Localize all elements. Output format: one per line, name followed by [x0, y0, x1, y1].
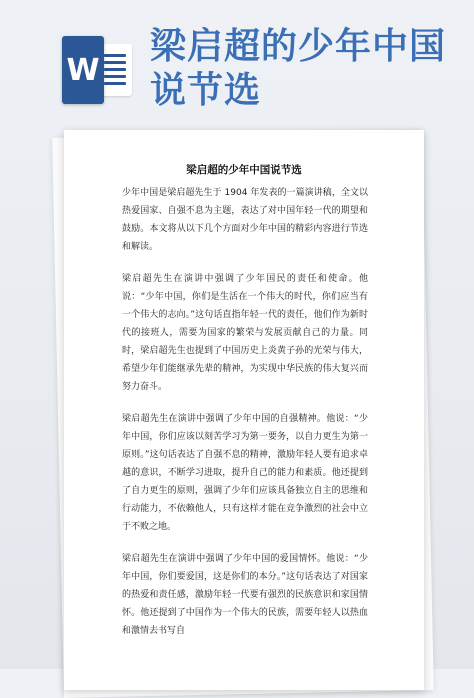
banner-title: 梁启超的少年中国说节选 [150, 25, 447, 111]
document-body [122, 184, 368, 654]
paragraph-4: 梁启超先生在演讲中强调了少年中国的爱国情怀。他说：“少年中国，你们要爱国，这是你们的本分。”这句话表达了对国家的热爱和责任感，激励年轻一代要有强烈的民族意识和家国情怀。他还提到了中国作为一个伟大的民族，需要年轻人以热血和激情去书写自 [122, 554, 368, 636]
word-doc-icon [62, 36, 136, 104]
banner [0, 0, 474, 120]
word-logo-letter: W [62, 36, 104, 104]
paragraph-3: 梁启超先生在演讲中强调了少年中国的自强精神。他说：“少年中国，你们应该以刻苦学习为第一要务，以自力更生为第一原则。”这句话表达了自强不息的精神，激励年轻人要有追求卓越的意识，不断学习进取，提升自己的能力和素质。他还提到了自力更生的原则，强调了少年们应该具备独立自主的思维和行动能力，不依赖他人，只有这样才能在竞争激烈的社会中立于不败之地。 [122, 414, 368, 532]
document-page [64, 130, 424, 690]
document-title: 梁启超的少年中国说节选 [186, 164, 302, 176]
paragraph-2: 梁启超先生在演讲中强调了少年国民的责任和使命。他说：“少年中国，你们是生活在一个伟大的时代，你们应当有一个伟大的志向。”这句话直指年轻一代的责任，他们作为新时代的接班人，需要为国家的繁荣与发展贡献自己的力量。同时，梁启超先生也提到了中国历史上炎黄子孙的光荣与伟大，希望少年们能继承先辈的精神，为实现中华民族的伟大复兴而努力奋斗。 [122, 274, 368, 392]
paragraph-1: 少年中国是梁启超先生于 1904 年发表的一篇演讲稿，全文以热爱国家、自强不息为主题，表达了对中国年轻一代的期望和鼓励。本文将从以下几个方面对少年中国的精彩内容进行节选和解读。 [122, 188, 368, 252]
